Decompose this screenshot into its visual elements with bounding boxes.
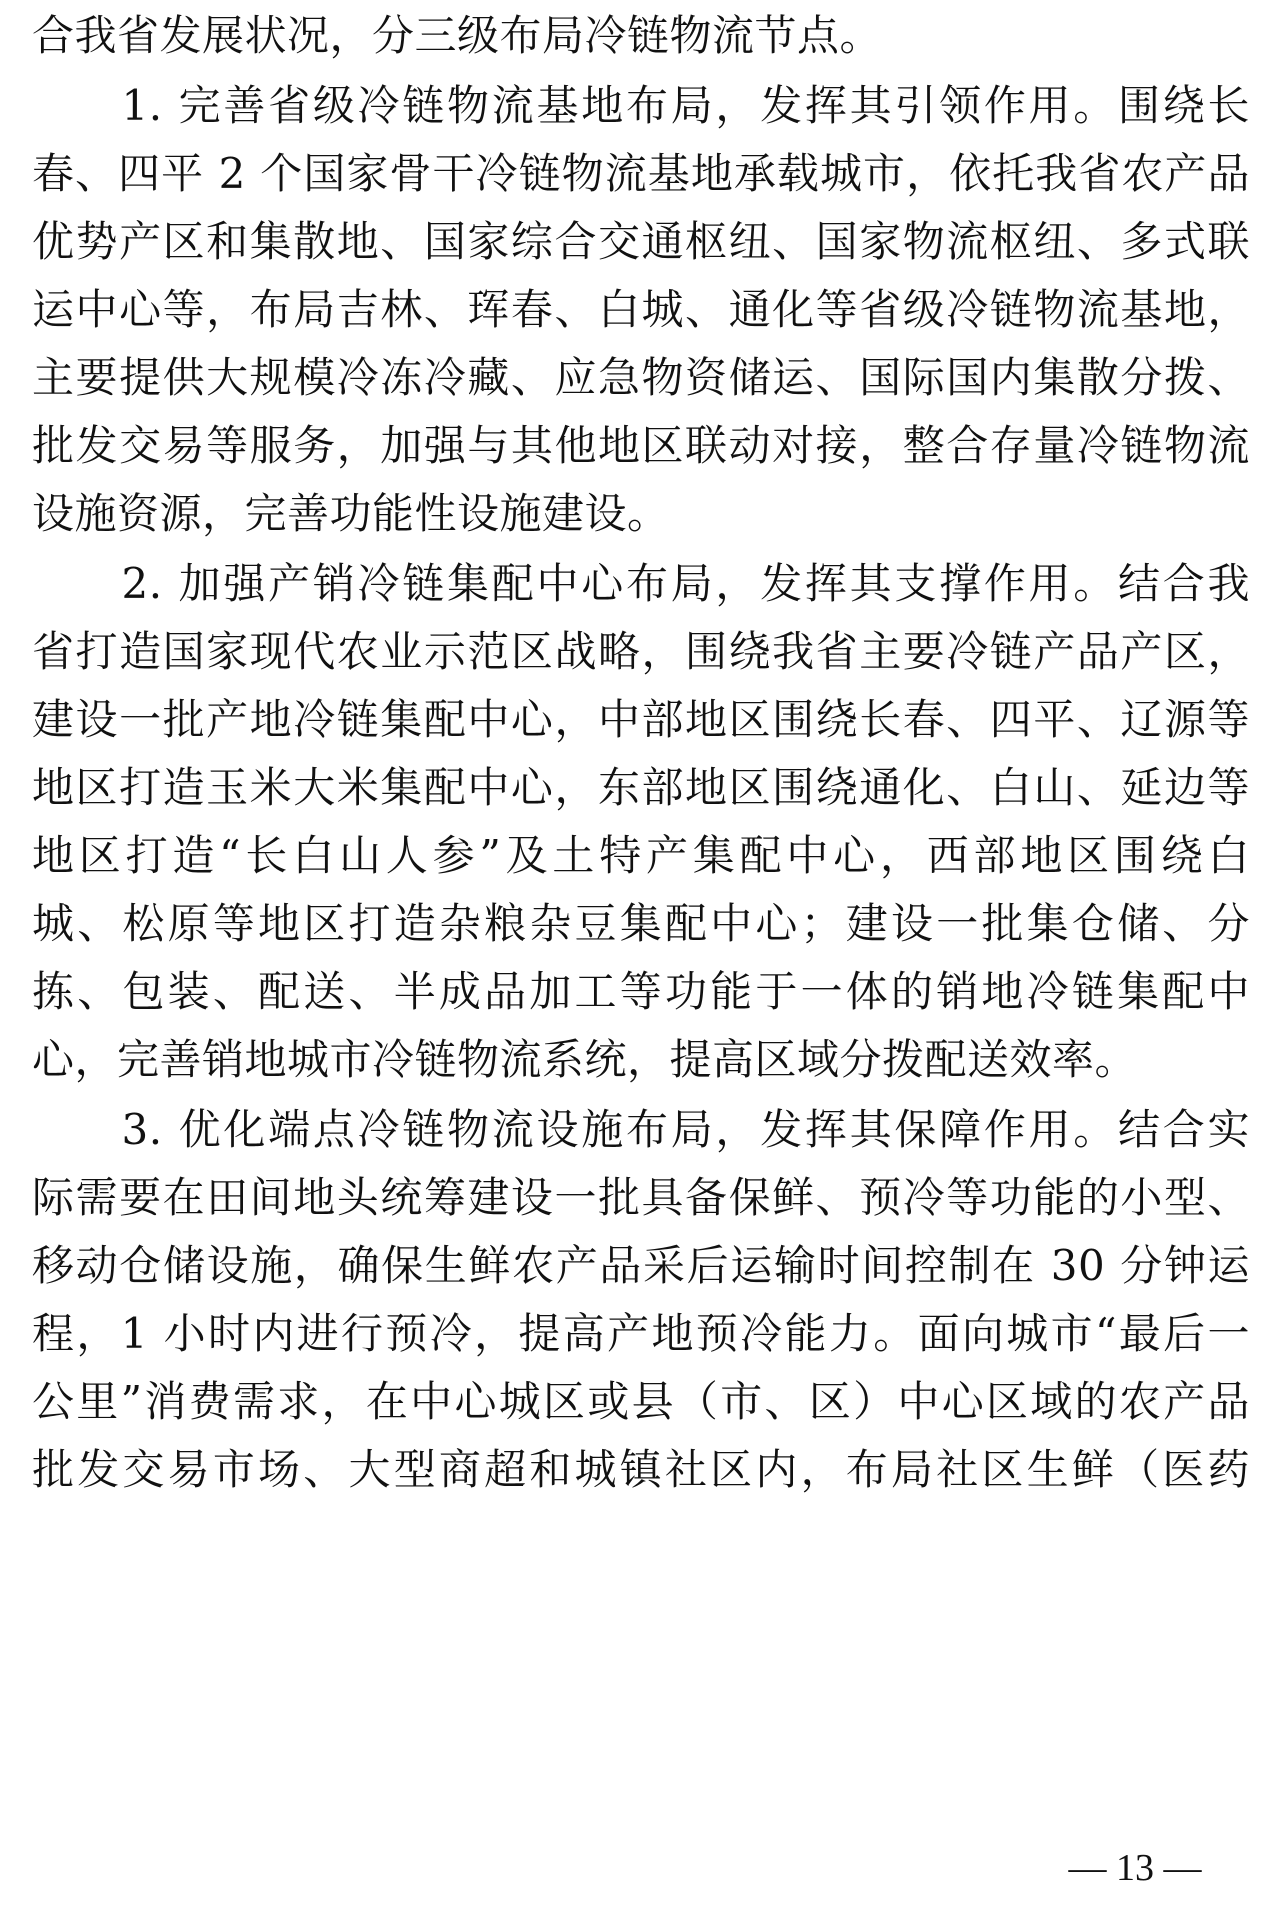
text-line: 城、松原等地区打造杂粮杂豆集配中心；建设一批集仓储、分 (32, 899, 1250, 948)
text-line: 2. 加强产销冷链集配中心布局，发挥其支撑作用。结合我 (32, 559, 1250, 608)
text-line: 合我省发展状况，分三级布局冷链物流节点。 (32, 11, 883, 60)
text-line: 批发交易等服务，加强与其他地区联动对接，整合存量冷链物流 (32, 421, 1250, 470)
text-line: 移动仓储设施，确保生鲜农产品采后运输时间控制在 30 分钟运 (32, 1241, 1250, 1290)
text-line: 心，完善销地城市冷链物流系统，提高区域分拨配送效率。 (32, 1035, 1138, 1084)
text-line: 程，1 小时内进行预冷，提高产地预冷能力。面向城市“最后一 (32, 1309, 1250, 1358)
page-number: — 13 — (1068, 1847, 1202, 1889)
text-line: 建设一批产地冷链集配中心，中部地区围绕长春、四平、辽源等 (32, 695, 1250, 744)
text-line: 3. 优化端点冷链物流设施布局，发挥其保障作用。结合实 (32, 1105, 1250, 1154)
text-line: 际需要在田间地头统筹建设一批具备保鲜、预冷等功能的小型、 (32, 1173, 1250, 1222)
text-line: 主要提供大规模冷冻冷藏、应急物资储运、国际国内集散分拨、 (32, 353, 1250, 402)
text-line: 1. 完善省级冷链物流基地布局，发挥其引领作用。围绕长 (32, 81, 1250, 130)
text-line: 批发交易市场、大型商超和城镇社区内，布局社区生鲜（医药 (32, 1445, 1250, 1494)
text-line: 公里”消费需求，在中心城区或县（市、区）中心区域的农产品 (32, 1377, 1250, 1426)
text-line: 拣、包装、配送、半成品加工等功能于一体的销地冷链集配中 (32, 967, 1250, 1016)
text-line: 设施资源，完善功能性设施建设。 (32, 489, 670, 538)
text-line: 优势产区和集散地、国家综合交通枢纽、国家物流枢纽、多式联 (32, 217, 1250, 266)
text-line: 地区打造玉米大米集配中心，东部地区围绕通化、白山、延边等 (32, 763, 1250, 812)
text-line: 地区打造“长白山人参”及土特产集配中心，西部地区围绕白 (32, 831, 1250, 880)
text-line: 省打造国家现代农业示范区战略，围绕我省主要冷链产品产区， (32, 627, 1250, 676)
text-line: 春、四平 2 个国家骨干冷链物流基地承载城市，依托我省农产品 (32, 149, 1250, 198)
text-line: 运中心等，布局吉林、珲春、白城、通化等省级冷链物流基地， (32, 285, 1250, 334)
